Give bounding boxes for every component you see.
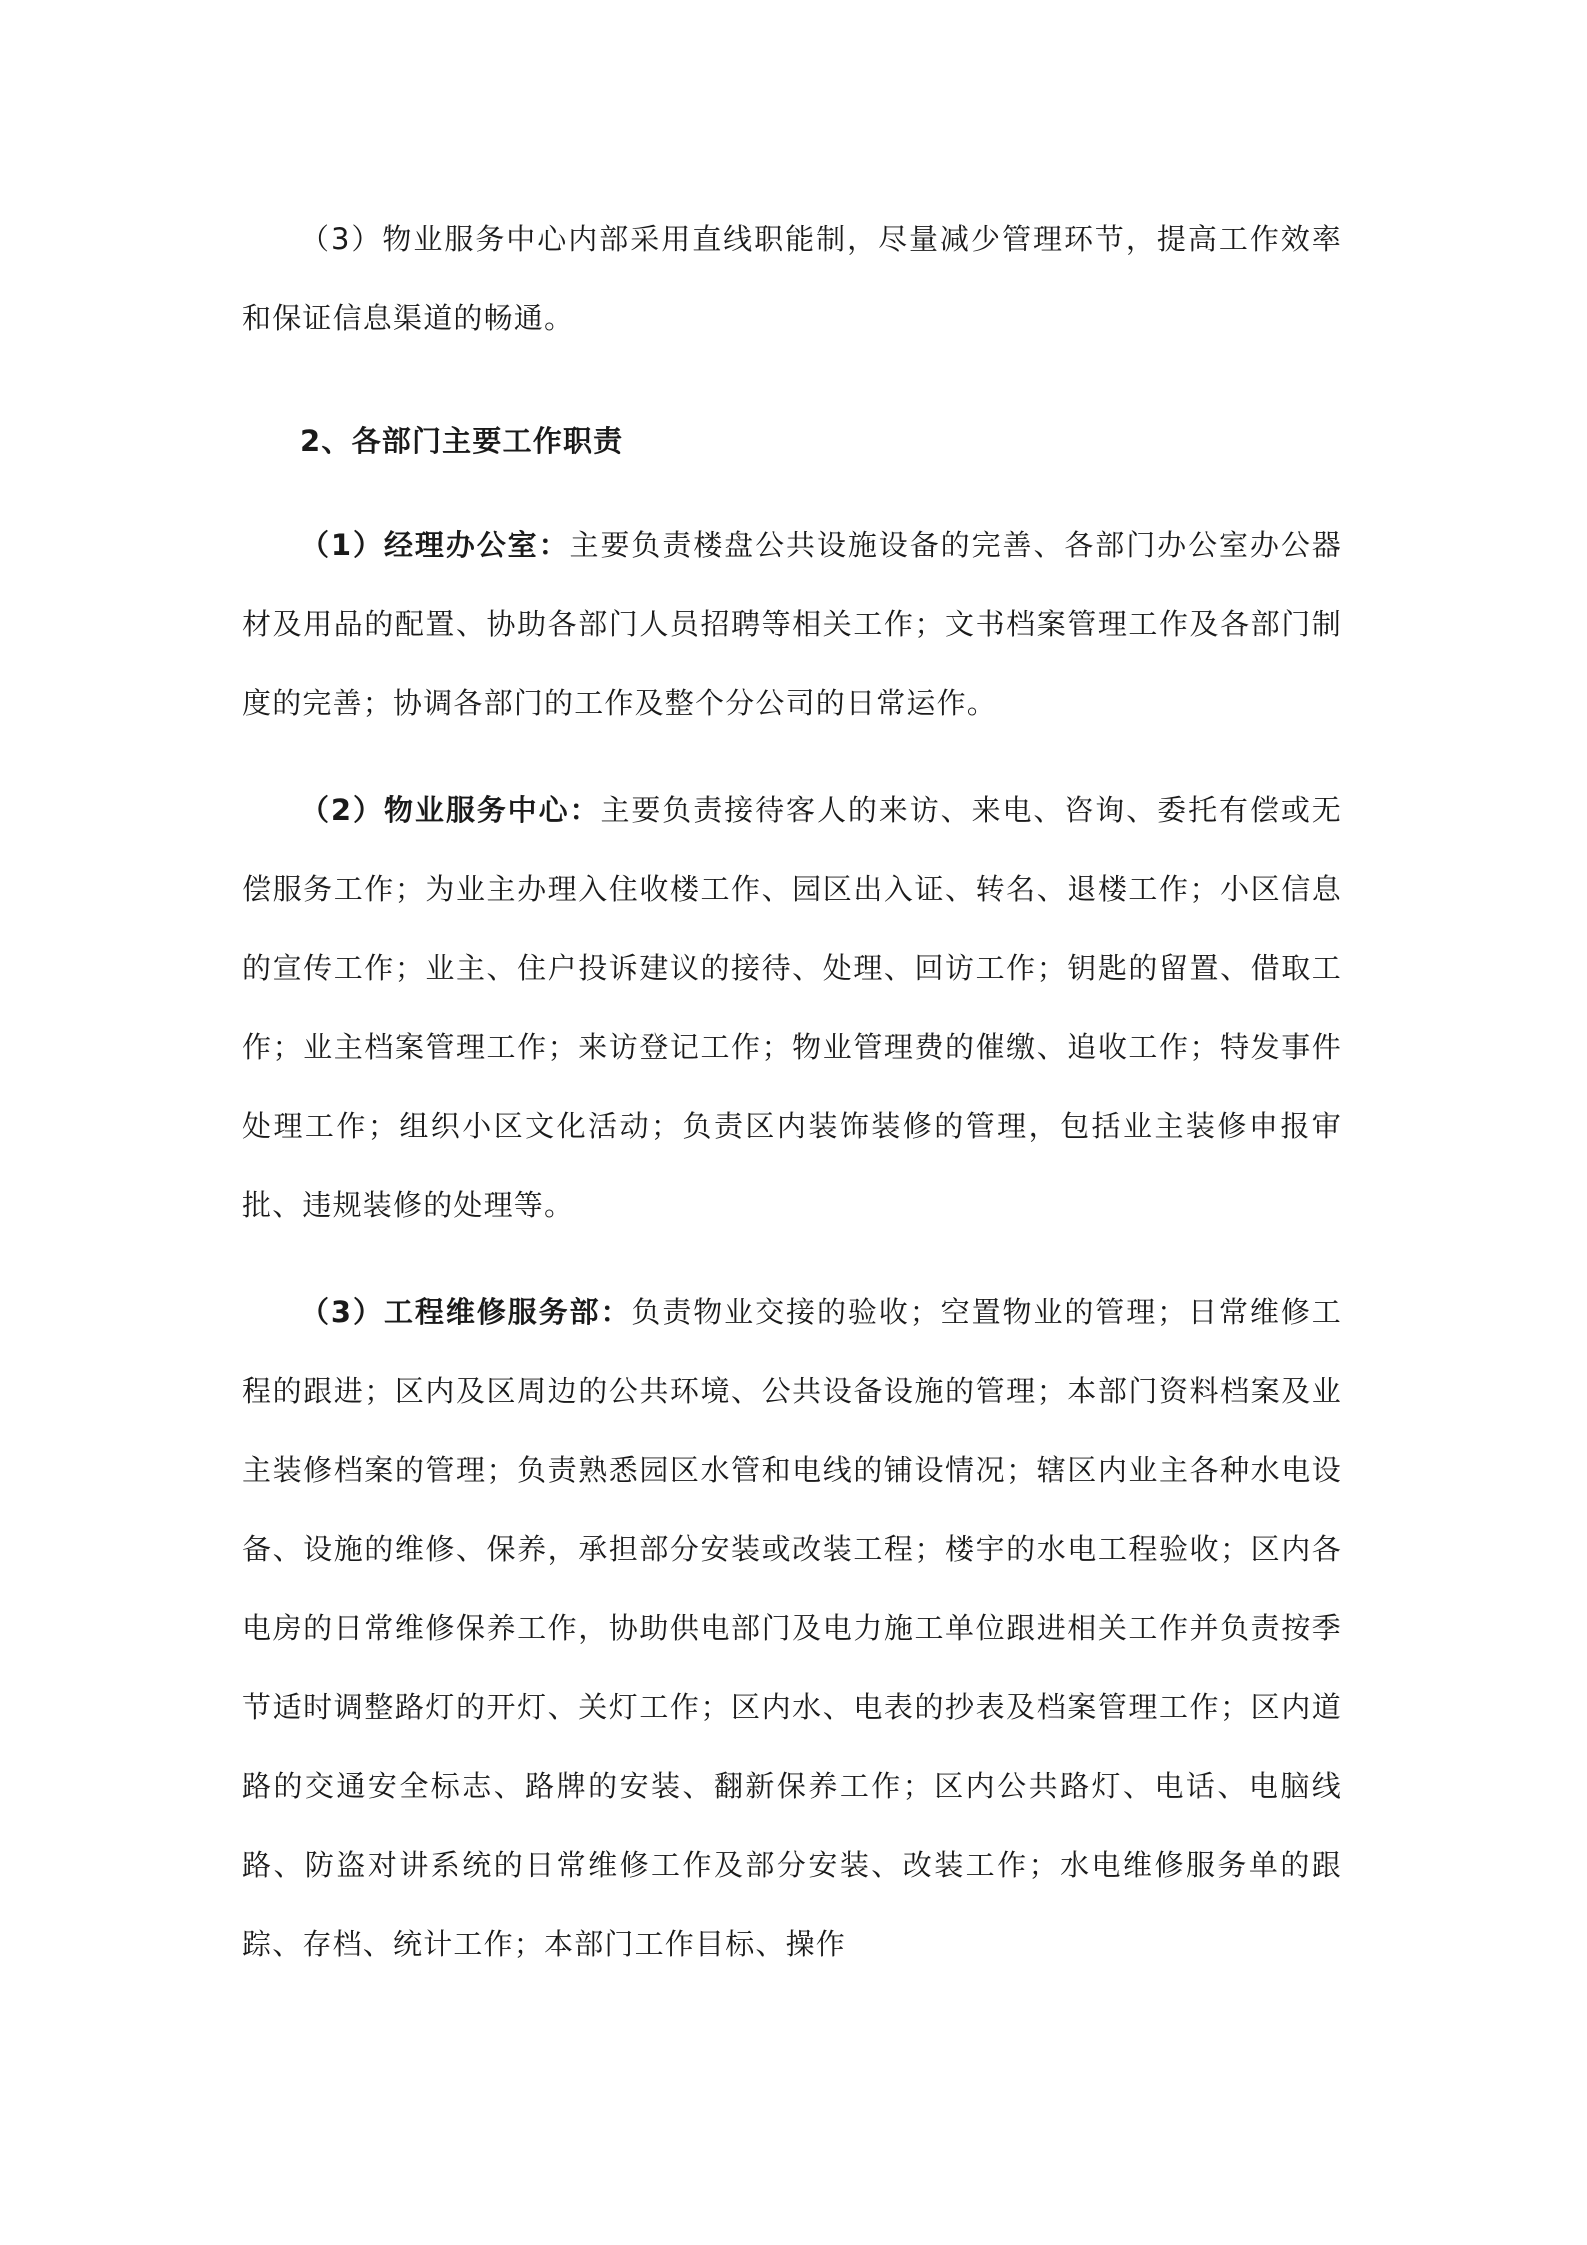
paragraph-body-property-service-center: 主要负责接待客人的来访、来电、咨询、委托有偿或无偿服务工作；为业主办理入住收楼工作、园区出入证、转名、退楼工作；小区信息的宣传工作；业主、住户投诉建议的接待、处理、回访工作；钥匙的留置、借取工作；业主档案管理工作；来访登记工作；物业管理费的催缴、追收工作；特发事件处理工作；组织小区文化活动；负责区内装饰装修的管理，包括业主装修申报审批、违规装修的处理等。 [242,793,1342,1222]
document-page [242,200,1342,1984]
paragraph-lead-manager-office: （1）经理办公室： [300,528,570,562]
paragraph-lead-engineering-maintenance: （3）工程维修服务部： [300,1295,632,1329]
paragraph-body-manager-office: 主要负责楼盘公共设施设备的完善、各部门办公室办公器材及用品的配置、协助各部门人员招聘等相关工作；文书档案管理工作及各部门制度的完善；协调各部门的工作及整个分公司的日常运作。 [242,528,1342,720]
section-heading: 2、各部门主要工作职责 [300,424,624,458]
paragraph-manager-office [242,506,1342,743]
paragraph-engineering-maintenance [242,1273,1342,1984]
paragraph-structure-note: （3）物业服务中心内部采用直线职能制，尽量减少管理环节，提高工作效率和保证信息渠道的畅通。 [242,222,1342,335]
paragraph-lead-property-service-center: （2）物业服务中心： [300,793,601,827]
paragraph-body-engineering-maintenance: 负责物业交接的验收；空置物业的管理；日常维修工程的跟进；区内及区周边的公共环境、公共设备设施的管理；本部门资料档案及业主装修档案的管理；负责熟悉园区水管和电线的铺设情况；辖区内业主各种水电设备、设施的维修、保养，承担部分安装或改装工程；楼宇的水电工程验收；区内各电房的日常维修保养工作，协助供电部门及电力施工单位跟进相关工作并负责按季节适时调整路灯的开灯、关灯工作；区内水、电表的抄表及档案管理工作；区内道路的交通安全标志、路牌的安装、翻新保养工作；区内公共路灯、电话、电脑线路、防盗对讲系统的日常维修工作及部分安装、改装工作；水电维修服务单的跟踪、存档、统计工作；本部门工作目标、操作 [242,1295,1342,1961]
paragraph-property-service-center [242,771,1342,1245]
